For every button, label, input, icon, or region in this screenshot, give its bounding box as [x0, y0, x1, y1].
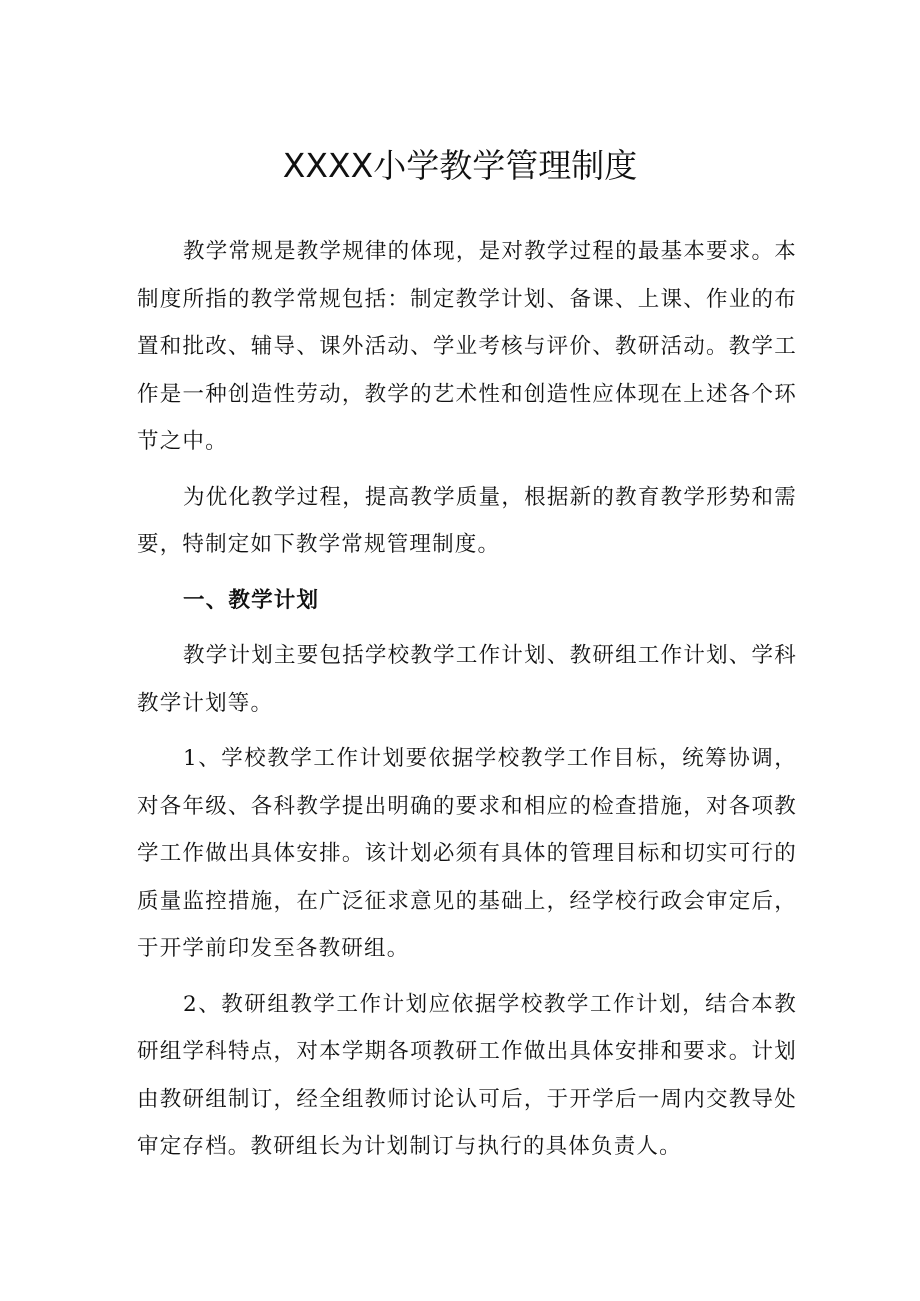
- section-paragraph: 2、教研组教学工作计划应依据学校教学工作计划，结合本教研组学科特点，对本学期各项教研工作做出具体安排和要求。计划由教研组制订，经全组教师讨论认可后，于开学后一周内交教导处审定存档。教研组长为计划制订与执行的具体负责人。: [137, 991, 797, 1159]
- section-paragraph: 1、学校教学工作计划要依据学校教学工作目标，统筹协调，对各年级、各科教学提出明确的要求和相应的检查措施，对各项教学工作做出具体安排。该计划必须有具体的管理目标和切实可行的质量监控措施，在广泛征求意见的基础上，经学校行政会审定后，于开学前印发至各教研组。: [137, 746, 797, 961]
- document-body: [137, 228, 797, 1171]
- purpose-paragraph: 为优化教学过程，提高教学质量，根据新的教育教学形势和需要，特制定如下教学常规管理制度。: [137, 484, 797, 557]
- document-title: XXXX小学教学管理制度: [282, 146, 638, 186]
- intro-paragraph: 教学常规是教学规律的体现，是对教学过程的最基本要求。本制度所指的教学常规包括：制定教学计划、备课、上课、作业的布置和批改、辅导、课外活动、学业考核与评价、教研活动。教学工作是一种创造性劳动，教学的艺术性和创造性应体现在上述各个环节之中。: [137, 239, 797, 454]
- section-paragraph: 教学计划主要包括学校教学工作计划、教研组工作计划、学科教学计划等。: [137, 643, 797, 716]
- section-heading: 一、教学计划: [183, 587, 320, 613]
